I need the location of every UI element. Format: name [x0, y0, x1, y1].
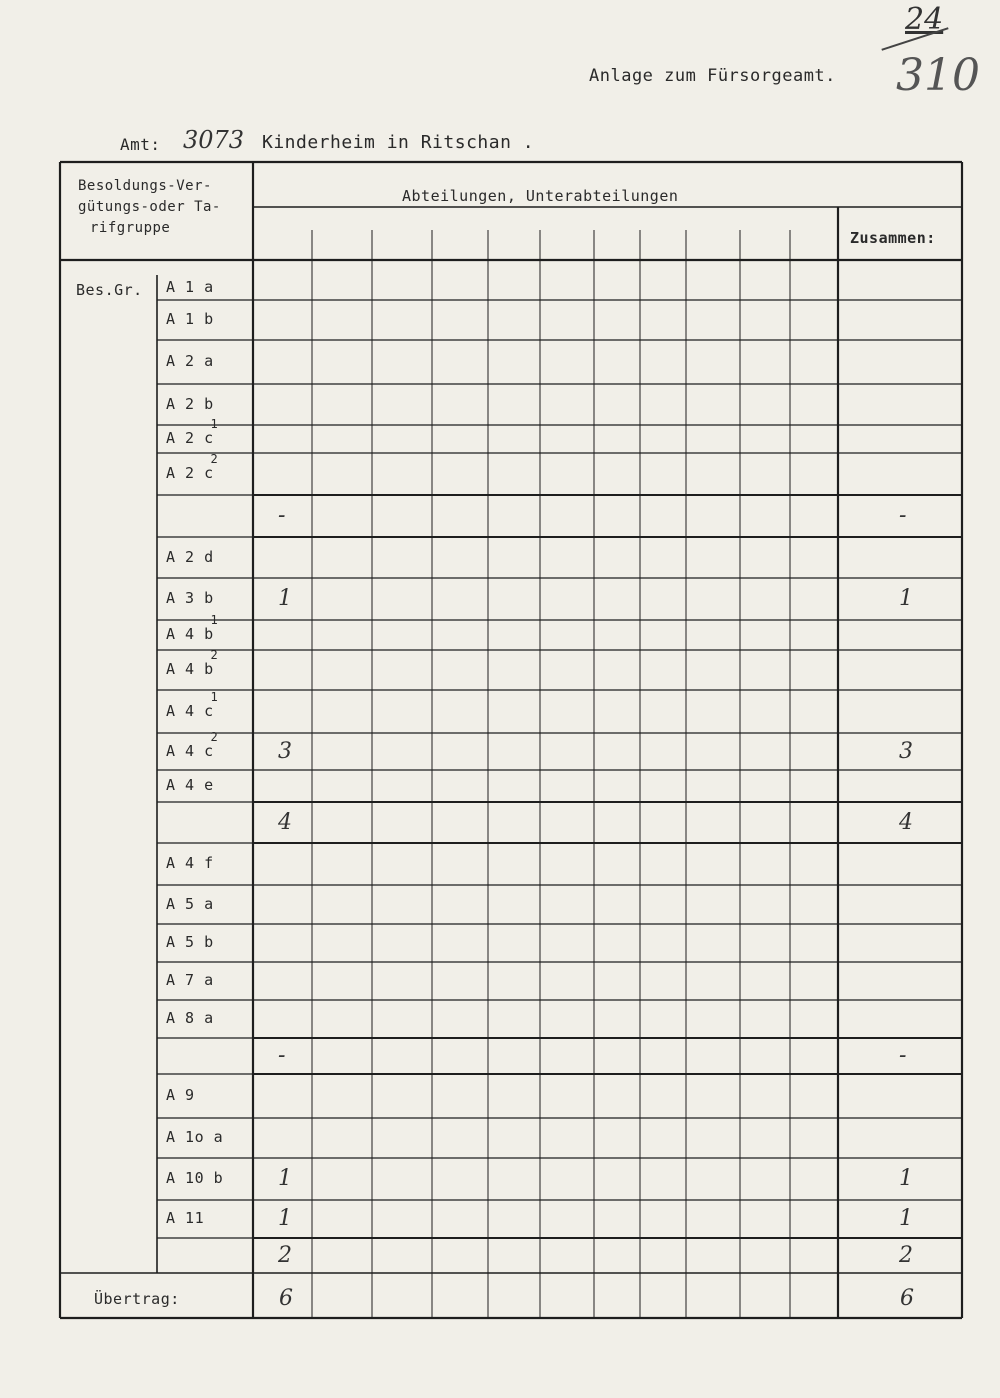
folio-number: 310 — [896, 50, 980, 101]
department-value: - — [278, 1043, 286, 1068]
grade-label: A 4 b — [166, 660, 214, 678]
grade-label: A 2 b — [166, 394, 214, 413]
grade-label: A 2 c — [166, 429, 214, 447]
grade-label: A 11 — [166, 1209, 205, 1227]
carry-total: 6 — [900, 1286, 914, 1311]
category-label: Bes.Gr. — [76, 281, 143, 299]
grade-label: A 4 c — [166, 701, 214, 720]
page-number: 24 — [905, 2, 944, 37]
total-value: - — [899, 1043, 907, 1068]
office-label: Amt: — [120, 135, 161, 154]
grade-label: A 1o a — [166, 1128, 224, 1146]
grade-label: A 7 a — [166, 971, 214, 989]
grade-label: A 4 c — [166, 741, 214, 760]
office-number: 3073 — [183, 126, 245, 154]
total-value: - — [899, 503, 907, 528]
departments-header: Abteilungen, Unterabteilungen — [402, 187, 679, 205]
carry-label: Übertrag: — [94, 1290, 180, 1308]
attachment-heading: Anlage zum Fürsorgeamt. — [589, 66, 836, 86]
department-value: 1 — [278, 586, 292, 611]
total-value: 1 — [899, 1166, 913, 1191]
department-value: 4 — [278, 809, 292, 835]
group-header-line-2: gütungs-oder Ta- — [78, 199, 221, 215]
grade-superscript: 1 — [210, 417, 219, 431]
grade-superscript: 2 — [210, 452, 219, 466]
grade-label: A 5 b — [166, 933, 214, 951]
department-value: 2 — [278, 1242, 292, 1268]
grade-superscript: 2 — [210, 729, 219, 744]
total-header: Zusammen: — [850, 229, 936, 247]
grade-label: A 1 b — [166, 310, 214, 328]
grade-label: A 5 a — [166, 894, 214, 913]
grade-superscript: 1 — [210, 613, 219, 627]
grade-label: A 2 a — [166, 352, 214, 370]
department-value: 3 — [278, 738, 292, 764]
grade-label: A 10 b — [166, 1169, 224, 1187]
grade-label: A 4 f — [166, 854, 214, 872]
department-value: - — [278, 503, 286, 528]
department-value: 1 — [278, 1166, 292, 1191]
office-name: Kinderheim in Ritschan . — [262, 132, 535, 153]
grade-label: A 2 d — [166, 547, 214, 566]
total-value: 2 — [899, 1242, 913, 1268]
total-value: 3 — [899, 738, 913, 764]
grade-superscript: 2 — [210, 648, 219, 662]
grade-superscript: 1 — [210, 689, 219, 704]
carry-value: 6 — [279, 1286, 293, 1311]
department-value: 1 — [278, 1206, 292, 1231]
total-value: 4 — [899, 809, 913, 835]
grade-label: A 8 a — [166, 1009, 214, 1027]
grade-label: A 3 b — [166, 589, 214, 607]
grade-label: A 9 — [166, 1086, 195, 1104]
grade-label: A 2 c — [166, 464, 214, 482]
group-header-line-3: rifgruppe — [90, 220, 171, 236]
grade-label: A 1 a — [166, 277, 214, 296]
grade-label: A 4 e — [166, 776, 214, 794]
total-value: 1 — [899, 586, 913, 611]
group-header-line-1: Besoldungs-Ver- — [78, 178, 212, 194]
grade-label: A 4 b — [166, 625, 214, 643]
total-value: 1 — [899, 1206, 913, 1231]
